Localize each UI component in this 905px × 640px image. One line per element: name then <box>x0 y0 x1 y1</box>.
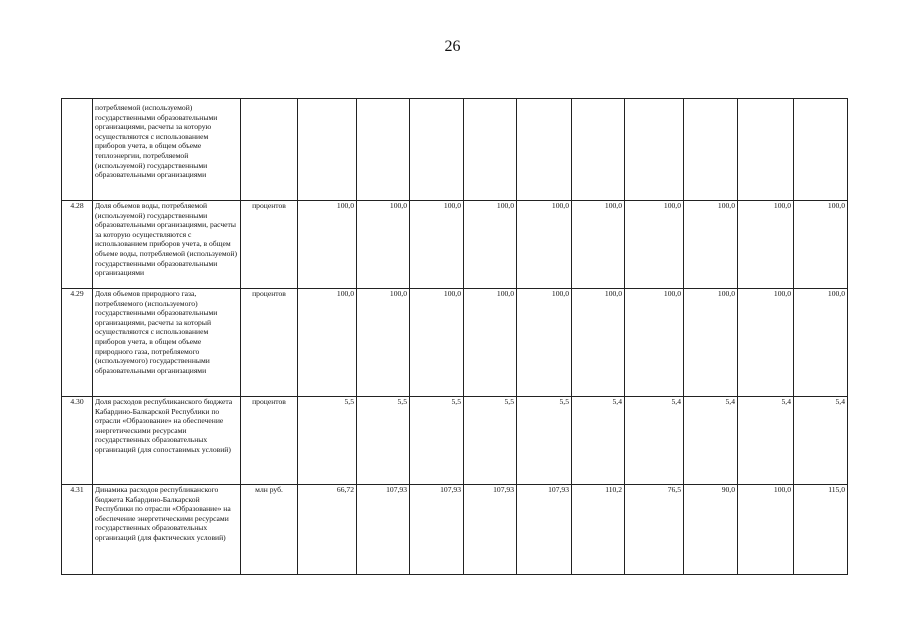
row-value: 100,0 <box>464 201 517 289</box>
row-index <box>62 99 93 201</box>
row-index: 4.28 <box>62 201 93 289</box>
row-value: 107,93 <box>464 485 517 575</box>
row-unit: процентов <box>241 397 298 485</box>
row-value <box>357 99 410 201</box>
row-index: 4.29 <box>62 289 93 397</box>
row-value: 5,4 <box>572 397 625 485</box>
row-unit: процентов <box>241 289 298 397</box>
row-value: 107,93 <box>357 485 410 575</box>
row-value: 5,5 <box>410 397 464 485</box>
row-value: 100,0 <box>684 201 738 289</box>
row-value: 100,0 <box>357 201 410 289</box>
row-value: 100,0 <box>464 289 517 397</box>
row-description: Доля расходов республиканского бюджета Кабардино-Балкарской Республики по отрасли «Образование» на обеспечение энергетическими ресурсами государственных образовательных организаций (для сопоставимых условий) <box>93 397 241 485</box>
row-description: Доля объемов природного газа, потребляемого (используемого) государственными образовательными организациями, расчеты за который осуществляются с использованием приборов учета, в общем объеме природного газа, потребляемого (используемого) государственными образовательными организациями <box>93 289 241 397</box>
row-value <box>298 99 357 201</box>
row-value: 100,0 <box>625 201 684 289</box>
row-value: 90,0 <box>684 485 738 575</box>
row-value: 100,0 <box>298 289 357 397</box>
row-value <box>572 99 625 201</box>
row-value: 5,5 <box>357 397 410 485</box>
row-value: 100,0 <box>794 289 848 397</box>
row-value: 100,0 <box>517 289 572 397</box>
row-description: Динамика расходов республиканского бюджета Кабардино-Балкарской Республики по отрасли «Образование» на обеспечение энергетическими ресурсами государственных образовательных организаций (для фактических условий) <box>93 485 241 575</box>
row-value <box>517 99 572 201</box>
row-value: 115,0 <box>794 485 848 575</box>
row-value: 5,5 <box>464 397 517 485</box>
row-value <box>625 99 684 201</box>
row-value <box>464 99 517 201</box>
row-value: 100,0 <box>684 289 738 397</box>
row-unit: процентов <box>241 201 298 289</box>
row-unit <box>241 99 298 201</box>
row-value: 5,4 <box>684 397 738 485</box>
table-row <box>62 397 848 485</box>
row-value: 100,0 <box>357 289 410 397</box>
table-row <box>62 99 848 201</box>
row-value <box>684 99 738 201</box>
page-number: 26 <box>444 38 461 55</box>
row-description: Доля объемов воды, потребляемой (используемой) государственными образовательными организациями, расчеты за которую осуществляются с использованием приборов учета, в общем объеме воды, потребляемой (используемой) государственными образовательными организациями <box>93 201 241 289</box>
row-description: потребляемой (используемой) государственными образовательными организациями, расчеты за которую осуществляются с использованием приборов учета, в общем объеме теплоэнергии, потребляемой (используемой) государственными образовательными организациями <box>93 99 241 201</box>
row-value: 100,0 <box>517 201 572 289</box>
row-unit: млн руб. <box>241 485 298 575</box>
row-value: 107,93 <box>410 485 464 575</box>
row-value: 100,0 <box>572 289 625 397</box>
row-value: 107,93 <box>517 485 572 575</box>
row-value: 100,0 <box>572 201 625 289</box>
row-value <box>794 99 848 201</box>
row-value: 5,4 <box>794 397 848 485</box>
row-value: 100,0 <box>410 201 464 289</box>
row-value: 5,5 <box>298 397 357 485</box>
row-value: 5,5 <box>517 397 572 485</box>
row-value: 5,4 <box>738 397 794 485</box>
indicators-table <box>61 98 848 575</box>
row-value: 110,2 <box>572 485 625 575</box>
row-index: 4.30 <box>62 397 93 485</box>
row-value: 100,0 <box>738 289 794 397</box>
row-value <box>738 99 794 201</box>
row-value: 5,4 <box>625 397 684 485</box>
row-value: 100,0 <box>410 289 464 397</box>
table-row <box>62 485 848 575</box>
row-value: 100,0 <box>625 289 684 397</box>
row-index: 4.31 <box>62 485 93 575</box>
row-value <box>410 99 464 201</box>
row-value: 100,0 <box>794 201 848 289</box>
table-row <box>62 289 848 397</box>
row-value: 76,5 <box>625 485 684 575</box>
row-value: 100,0 <box>738 485 794 575</box>
row-value: 100,0 <box>738 201 794 289</box>
row-value: 66,72 <box>298 485 357 575</box>
table-row <box>62 201 848 289</box>
row-value: 100,0 <box>298 201 357 289</box>
